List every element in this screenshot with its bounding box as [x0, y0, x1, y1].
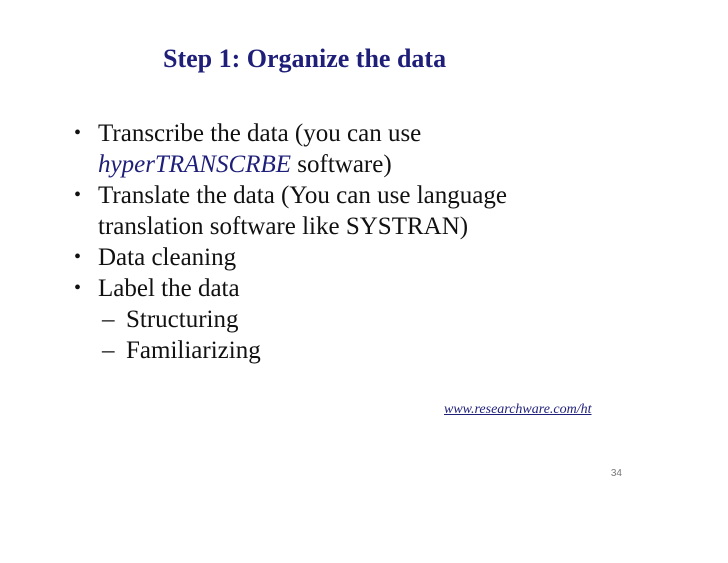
sub-bullet-structuring — [72, 304, 632, 335]
bullet-marker: • — [74, 122, 82, 144]
page-number: 34 — [610, 468, 622, 479]
sub-bullet-marker: – — [102, 306, 115, 333]
bullet-text-continued: translation software like SYSTRAN) — [98, 213, 469, 240]
bullet-marker: • — [74, 184, 82, 206]
bullet-list — [72, 118, 632, 366]
source-link[interactable]: www.researchware.com/ht — [444, 402, 592, 417]
bullet-text: Data cleaning — [98, 244, 237, 271]
bullet-text: Label the data — [98, 275, 240, 302]
bullet-translate — [72, 180, 632, 242]
bullet-text-continued — [98, 149, 632, 180]
bullet-text-tail: software) — [291, 151, 392, 178]
bullet-marker: • — [74, 277, 82, 299]
bullet-text: Translate the data (You can use language — [98, 182, 507, 209]
bullet-data-cleaning — [72, 242, 632, 273]
bullet-transcribe — [72, 118, 632, 180]
software-name: hyperTRANSCRBE — [98, 151, 292, 178]
bullet-marker: • — [74, 246, 82, 268]
slide-title: Step 1: Organize the data — [163, 44, 447, 73]
bullet-text: Transcribe the data (you can use — [98, 120, 422, 147]
sub-bullet-text: Structuring — [126, 306, 239, 333]
sub-bullet-familiarizing — [72, 335, 632, 366]
sub-bullet-marker: – — [102, 337, 115, 364]
bullet-label-data — [72, 273, 632, 304]
sub-bullet-text: Familiarizing — [126, 337, 261, 364]
